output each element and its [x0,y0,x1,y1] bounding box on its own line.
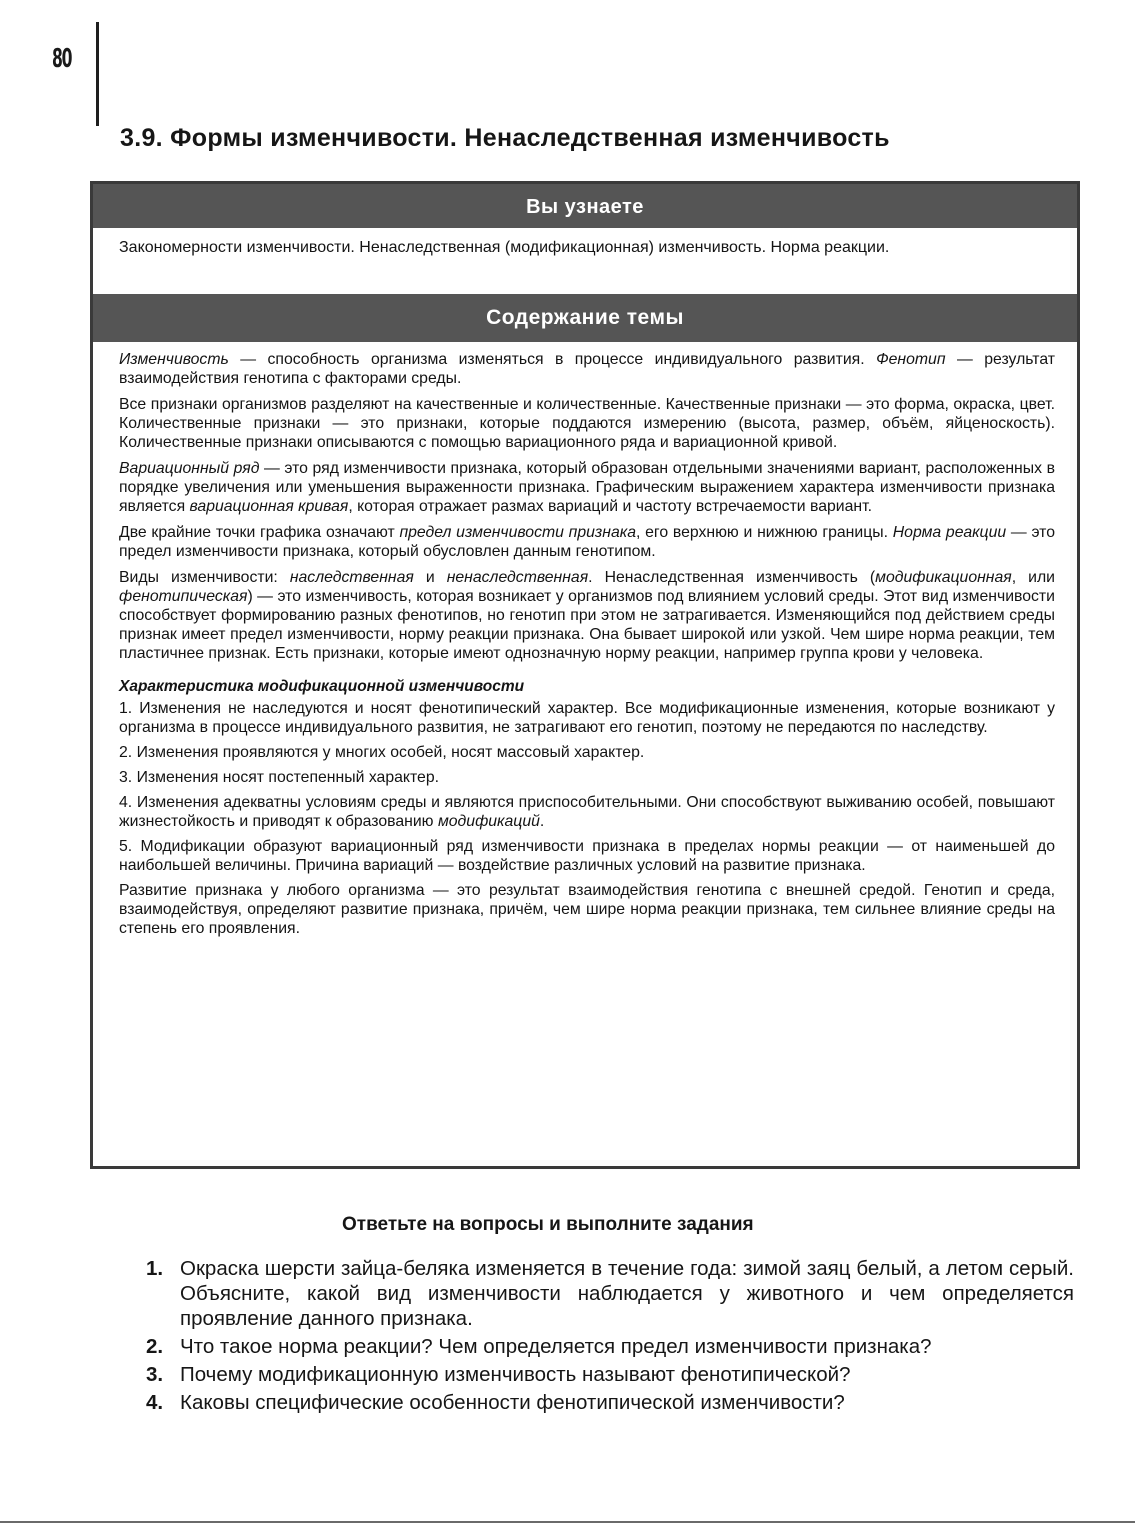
paragraph-variability-definition [119,350,1055,388]
topic-content [93,342,1077,938]
term-non-hereditary: ненаследственная [446,569,589,586]
section-title: 3.9. Формы изменчивости. Ненаследственная изменчивость [120,124,890,152]
task-text: Что такое норма реакции? Чем определяется предел изменчивости признака? [180,1335,932,1358]
paragraph-traits: Все признаки организмов разделяют на качественные и количественные. Качественные признаки — это форма, окраска, цвет. Количественные признаки — это признаки, которые поддаются измерению (высота, размер, объём, яйценоскость). Количественные признаки описываются с помощью вариационного ряда и вариационной кривой. [119,396,1055,451]
term-variability: Изменчивость [119,351,229,368]
topic-box [90,181,1080,1169]
task-number: 3. [146,1363,164,1386]
text-span: , его верхнюю и нижнюю границы. [636,524,893,541]
text-span: 4. Изменения адекватны условиям среды и являются приспособительными. Они способствуют выживанию особей, повышают жизнестойкость и приводят к образованию [119,794,1055,830]
term-variation-curve: вариационная кривая [189,498,349,515]
text-span: — результат взаимодействия генотипа с факторами среды. [119,351,1056,387]
text-span: . [539,813,545,830]
page-margin-rule [96,22,99,126]
task-number: 1. [146,1257,164,1280]
tasks-heading: Ответьте на вопросы и выполните задания [342,1214,754,1235]
text-span: — это ряд изменчивости признака, который образован отдельными значениями вариант, расположенных в порядке увеличения или уменьшения выраженности признака. Графическим выражением характера изменчивости признака является [119,460,1055,515]
paragraph-conclusion: Развитие признака у любого организма — это результат взаимодействия генотипа с внешней средой. Генотип и среда, взаимодействуя, определяют развитие признака, причём, чем шире норма реакции признака, тем сильнее влияние среды на степень его проявления. [119,882,1055,937]
term-reaction-norm: Норма реакции [892,524,1007,541]
text-span: , которая отражает размах вариаций и частоту встречаемости вариант. [348,498,873,515]
paragraph-variation-series [119,459,1055,516]
text-span: ) — это изменчивость, которая возникает у организмов под влиянием условий среды. Этот вид изменчивости способствует формированию разных фенотипов, но генотип при этом не затрагивается. Изменяющийся под действием среды признак имеет предел изменчивости, норму реакции признака. Она бывает широкой или узкой. Чем шире норма реакции, тем пластичнее признак. Есть признаки, которые имеют однозначную норму реакции, например группа крови у человека. [119,588,1055,662]
text-span: — способность организма изменяться в процессе индивидуального развития. [228,351,877,368]
paragraph-variability-types [119,568,1055,663]
characteristics-heading: Характеристика модификационной изменчивости [119,678,525,695]
term-phenotype: Фенотип [876,351,946,368]
tasks-list [146,1256,1074,1418]
task-item [146,1390,1074,1415]
text-span: Две крайние точки графика означают [119,524,400,541]
term-modifications: модификаций [437,813,540,830]
task-item [146,1362,1074,1387]
task-number: 4. [146,1391,164,1414]
text-span: . Ненаследственная изменчивость ( [588,569,876,586]
term-phenotypic: фенотипическая [119,588,248,605]
list-item [119,793,1055,831]
paragraph-reaction-norm [119,523,1055,561]
task-text: Каковы специфические особенности фенотипической изменчивости? [180,1391,845,1414]
page-number: 80 [52,44,72,74]
learn-header: Вы узнаете [93,184,1077,228]
content-header: Содержание темы [93,294,1077,342]
text-span: и [413,569,447,586]
task-number: 2. [146,1335,164,1358]
list-item: 1. Изменения не наследуются и носят фенотипический характер. Все модификационные изменения, которые возникают у организма в процессе индивидуального развития, не затрагивают его генотип, поэтому не передаются по наследству. [119,700,1055,736]
task-item [146,1334,1074,1359]
list-item: 5. Модификации образуют вариационный ряд изменчивости признака в пределах нормы реакции — от наименьшей до наибольшей величины. Причина вариаций — воздействие различных условий на развитие признака. [119,838,1055,874]
task-text: Почему модификационную изменчивость называют фенотипической? [180,1363,851,1386]
learn-text: Закономерности изменчивости. Ненаследственная (модификационная) изменчивость. Норма реакции. [119,239,890,256]
text-span: Виды изменчивости: [119,569,290,586]
text-span: — это предел изменчивости признака, который обусловлен данным генотипом. [119,524,1056,560]
term-variation-series: Вариационный ряд [119,460,260,477]
page-bottom-rule [0,1521,1135,1523]
term-variability-limit: предел изменчивости признака [399,524,636,541]
list-item: 2. Изменения проявляются у многих особей, носят массовый характер. [119,744,645,761]
term-hereditary: наследственная [289,569,414,586]
term-modification: модификационная [875,569,1012,586]
text-span: , или [1011,569,1055,586]
list-item: 3. Изменения носят постепенный характер. [119,769,440,786]
task-text: Окраска шерсти зайца-беляка изменяется в течение года: зимой заяц белый, а летом серый. Объясните, какой вид изменчивости наблюдается у животного и чем определяется проявление данного признака. [180,1257,1074,1330]
task-item [146,1256,1074,1331]
